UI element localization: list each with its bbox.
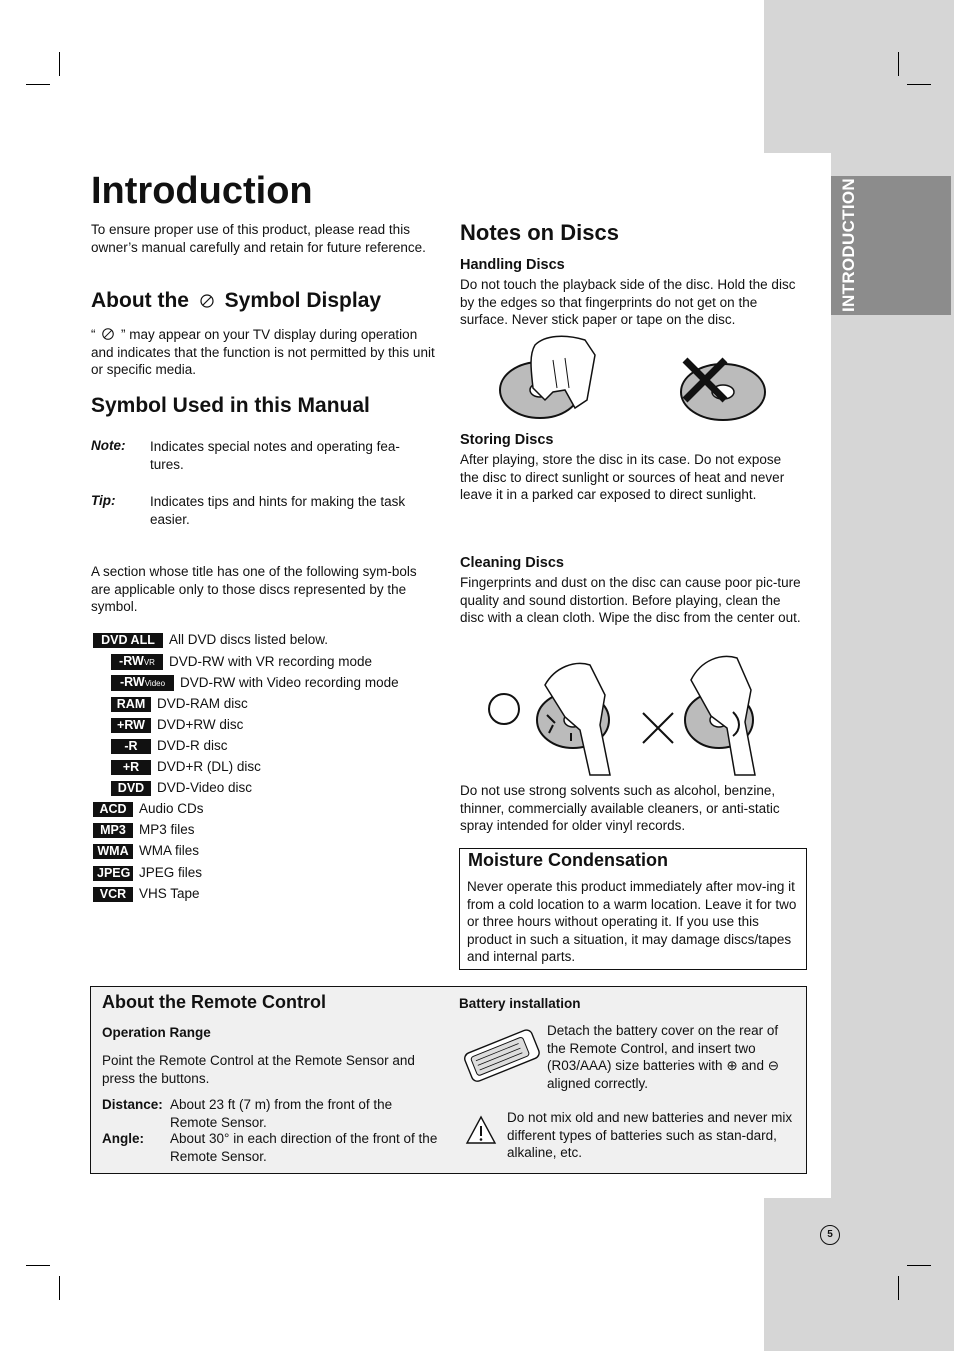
cleaning-text: Fingerprints and dust on the disc can cause poor pic-ture quality and sound distortion. Before playing, clean the disc with a clean cloth. Wipe the disc from the center out. — [460, 575, 801, 625]
list-item — [93, 632, 328, 648]
disc-badge: -R — [111, 739, 151, 754]
symbol-display-text: “ ” may appear on your TV display during operation and indicates that the function is not permitted by this unit or specific media. — [91, 327, 435, 377]
intro-text: To ensure proper use of this product, please read this owner’s manual carefully and retain for future reference. — [91, 222, 426, 255]
crop-mark — [898, 52, 899, 76]
disc-badge: -RWVideo — [111, 675, 174, 691]
page-number: 5 — [820, 1225, 840, 1245]
side-band — [764, 0, 954, 153]
disc-badge: WMA — [93, 844, 133, 859]
tip-label: Tip: — [91, 493, 116, 508]
disc-desc: JPEG files — [139, 865, 203, 880]
disc-desc: MP3 files — [139, 822, 195, 837]
moisture-heading: Moisture Condensation — [468, 850, 669, 870]
disc-desc: DVD-R disc — [157, 738, 228, 753]
correct-circle-icon — [485, 690, 525, 730]
battery-text: Detach the battery cover on the rear of the Remote Control, and insert two (R03/AAA) size batteries with ⊕ and ⊖ aligned correctly. — [547, 1023, 780, 1091]
disc-badge: DVD — [111, 781, 151, 796]
tip-text: Indicates tips and hints for making the task easier. — [150, 494, 406, 527]
solvent-text: Do not use strong solvents such as alcohol, benzine, thinner, commercially available cleaners, or anti-static spray intended for older vinyl records. — [460, 783, 780, 833]
crop-mark — [907, 84, 931, 85]
disc-desc: DVD-Video disc — [157, 780, 253, 795]
operation-range-heading: Operation Range — [102, 1025, 211, 1040]
list-item — [111, 738, 228, 754]
disc-desc: Audio CDs — [139, 801, 204, 816]
wrong-cross-icon — [640, 710, 676, 746]
list-item — [93, 801, 204, 817]
disc-cleaning-wrong-illustration — [683, 650, 768, 780]
plus-icon: ⊕ — [726, 1058, 738, 1073]
list-item — [111, 675, 399, 691]
list-item — [111, 654, 372, 670]
crop-mark — [59, 1276, 60, 1300]
list-item — [93, 865, 202, 881]
section-symbol-text: A section whose title has one of the following sym-bols are applicable only to those discs represented by the symbol. — [91, 564, 417, 614]
warning-text: Do not mix old and new batteries and never mix different types of batteries such as stan-dard, alkaline, etc. — [507, 1110, 793, 1160]
side-band — [764, 1198, 954, 1351]
cleaning-heading: Cleaning Discs — [460, 555, 564, 571]
disc-desc: VHS Tape — [139, 886, 200, 901]
section-tab-label: INTRODUCTION — [839, 178, 858, 312]
crop-mark — [26, 84, 50, 85]
handling-heading: Handling Discs — [460, 257, 565, 273]
note-label: Note: — [91, 438, 126, 453]
notes-on-discs-heading: Notes on Discs — [460, 220, 619, 245]
handling-text: Do not touch the playback side of the disc. Hold the disc by the edges so that fingerprints do not get on the surface. Never stick paper or tape on the disc. — [460, 277, 796, 327]
disc-handling-wrong-illustration — [675, 352, 770, 424]
disc-badge: VCR — [93, 887, 133, 902]
disc-desc: DVD-RAM disc — [157, 696, 248, 711]
disc-handling-correct-illustration — [495, 330, 605, 425]
disc-desc: All DVD discs listed below. — [169, 632, 329, 647]
disc-badge: ACD — [93, 802, 133, 817]
disc-badge: DVD ALL — [93, 633, 163, 648]
list-item — [93, 822, 195, 838]
disc-badge: +R — [111, 760, 151, 775]
disc-desc: DVD+R (DL) disc — [157, 759, 261, 774]
disc-badge: +RW — [111, 718, 151, 733]
remote-heading: About the Remote Control — [102, 992, 326, 1012]
crop-mark — [907, 1265, 931, 1266]
disc-desc: DVD-RW with Video recording mode — [180, 675, 399, 690]
crop-mark — [898, 1276, 899, 1300]
crop-mark — [26, 1265, 50, 1266]
warning-icon — [465, 1114, 497, 1146]
list-item — [111, 717, 243, 733]
disc-desc: DVD+RW disc — [157, 717, 244, 732]
disc-desc: WMA files — [139, 843, 200, 858]
disc-badge: MP3 — [93, 823, 133, 838]
remote-battery-illustration — [462, 1025, 540, 1087]
angle-text: About 30° in each direction of the front of the Remote Sensor. — [170, 1131, 438, 1164]
page-title: Introduction — [91, 170, 313, 212]
list-item — [111, 759, 261, 775]
disc-badge: -RWVR — [111, 654, 163, 670]
symbol-manual-heading: Symbol Used in this Manual — [91, 394, 370, 417]
moisture-text: Never operate this product immediately after mov-ing it from a cold location to a warm location. Leave it for two or three hours without operating it. If you use this product in such a situation, it may damage discs/tapes and internal parts. — [467, 879, 797, 964]
list-item — [93, 843, 199, 859]
storing-text: After playing, store the disc in its case. Do not expose the disc to direct sunlight or sources of heat and never leave it in a parked car exposed to direct sunlight. — [460, 452, 785, 502]
angle-label: Angle: — [102, 1131, 144, 1146]
prohibited-icon — [199, 293, 215, 309]
battery-heading: Battery installation — [459, 996, 581, 1011]
storing-heading: Storing Discs — [460, 432, 554, 448]
symbol-display-heading: About the Symbol Display — [91, 289, 382, 312]
disc-cleaning-correct-illustration — [535, 655, 620, 780]
crop-mark — [59, 52, 60, 76]
prohibited-icon — [101, 327, 115, 341]
list-item — [111, 696, 248, 712]
operation-range-text: Point the Remote Control at the Remote Sensor and press the buttons. — [102, 1053, 415, 1086]
list-item — [111, 780, 252, 796]
list-item — [93, 886, 200, 902]
disc-badge: JPEG — [93, 866, 133, 881]
disc-desc: DVD-RW with VR recording mode — [169, 654, 373, 669]
distance-label: Distance: — [102, 1097, 163, 1112]
disc-badge: RAM — [111, 697, 151, 712]
note-text: Indicates special notes and operating fea-tures. — [150, 439, 400, 472]
distance-text: About 23 ft (7 m) from the front of the Remote Sensor. — [170, 1097, 393, 1130]
minus-icon: ⊖ — [767, 1058, 780, 1073]
